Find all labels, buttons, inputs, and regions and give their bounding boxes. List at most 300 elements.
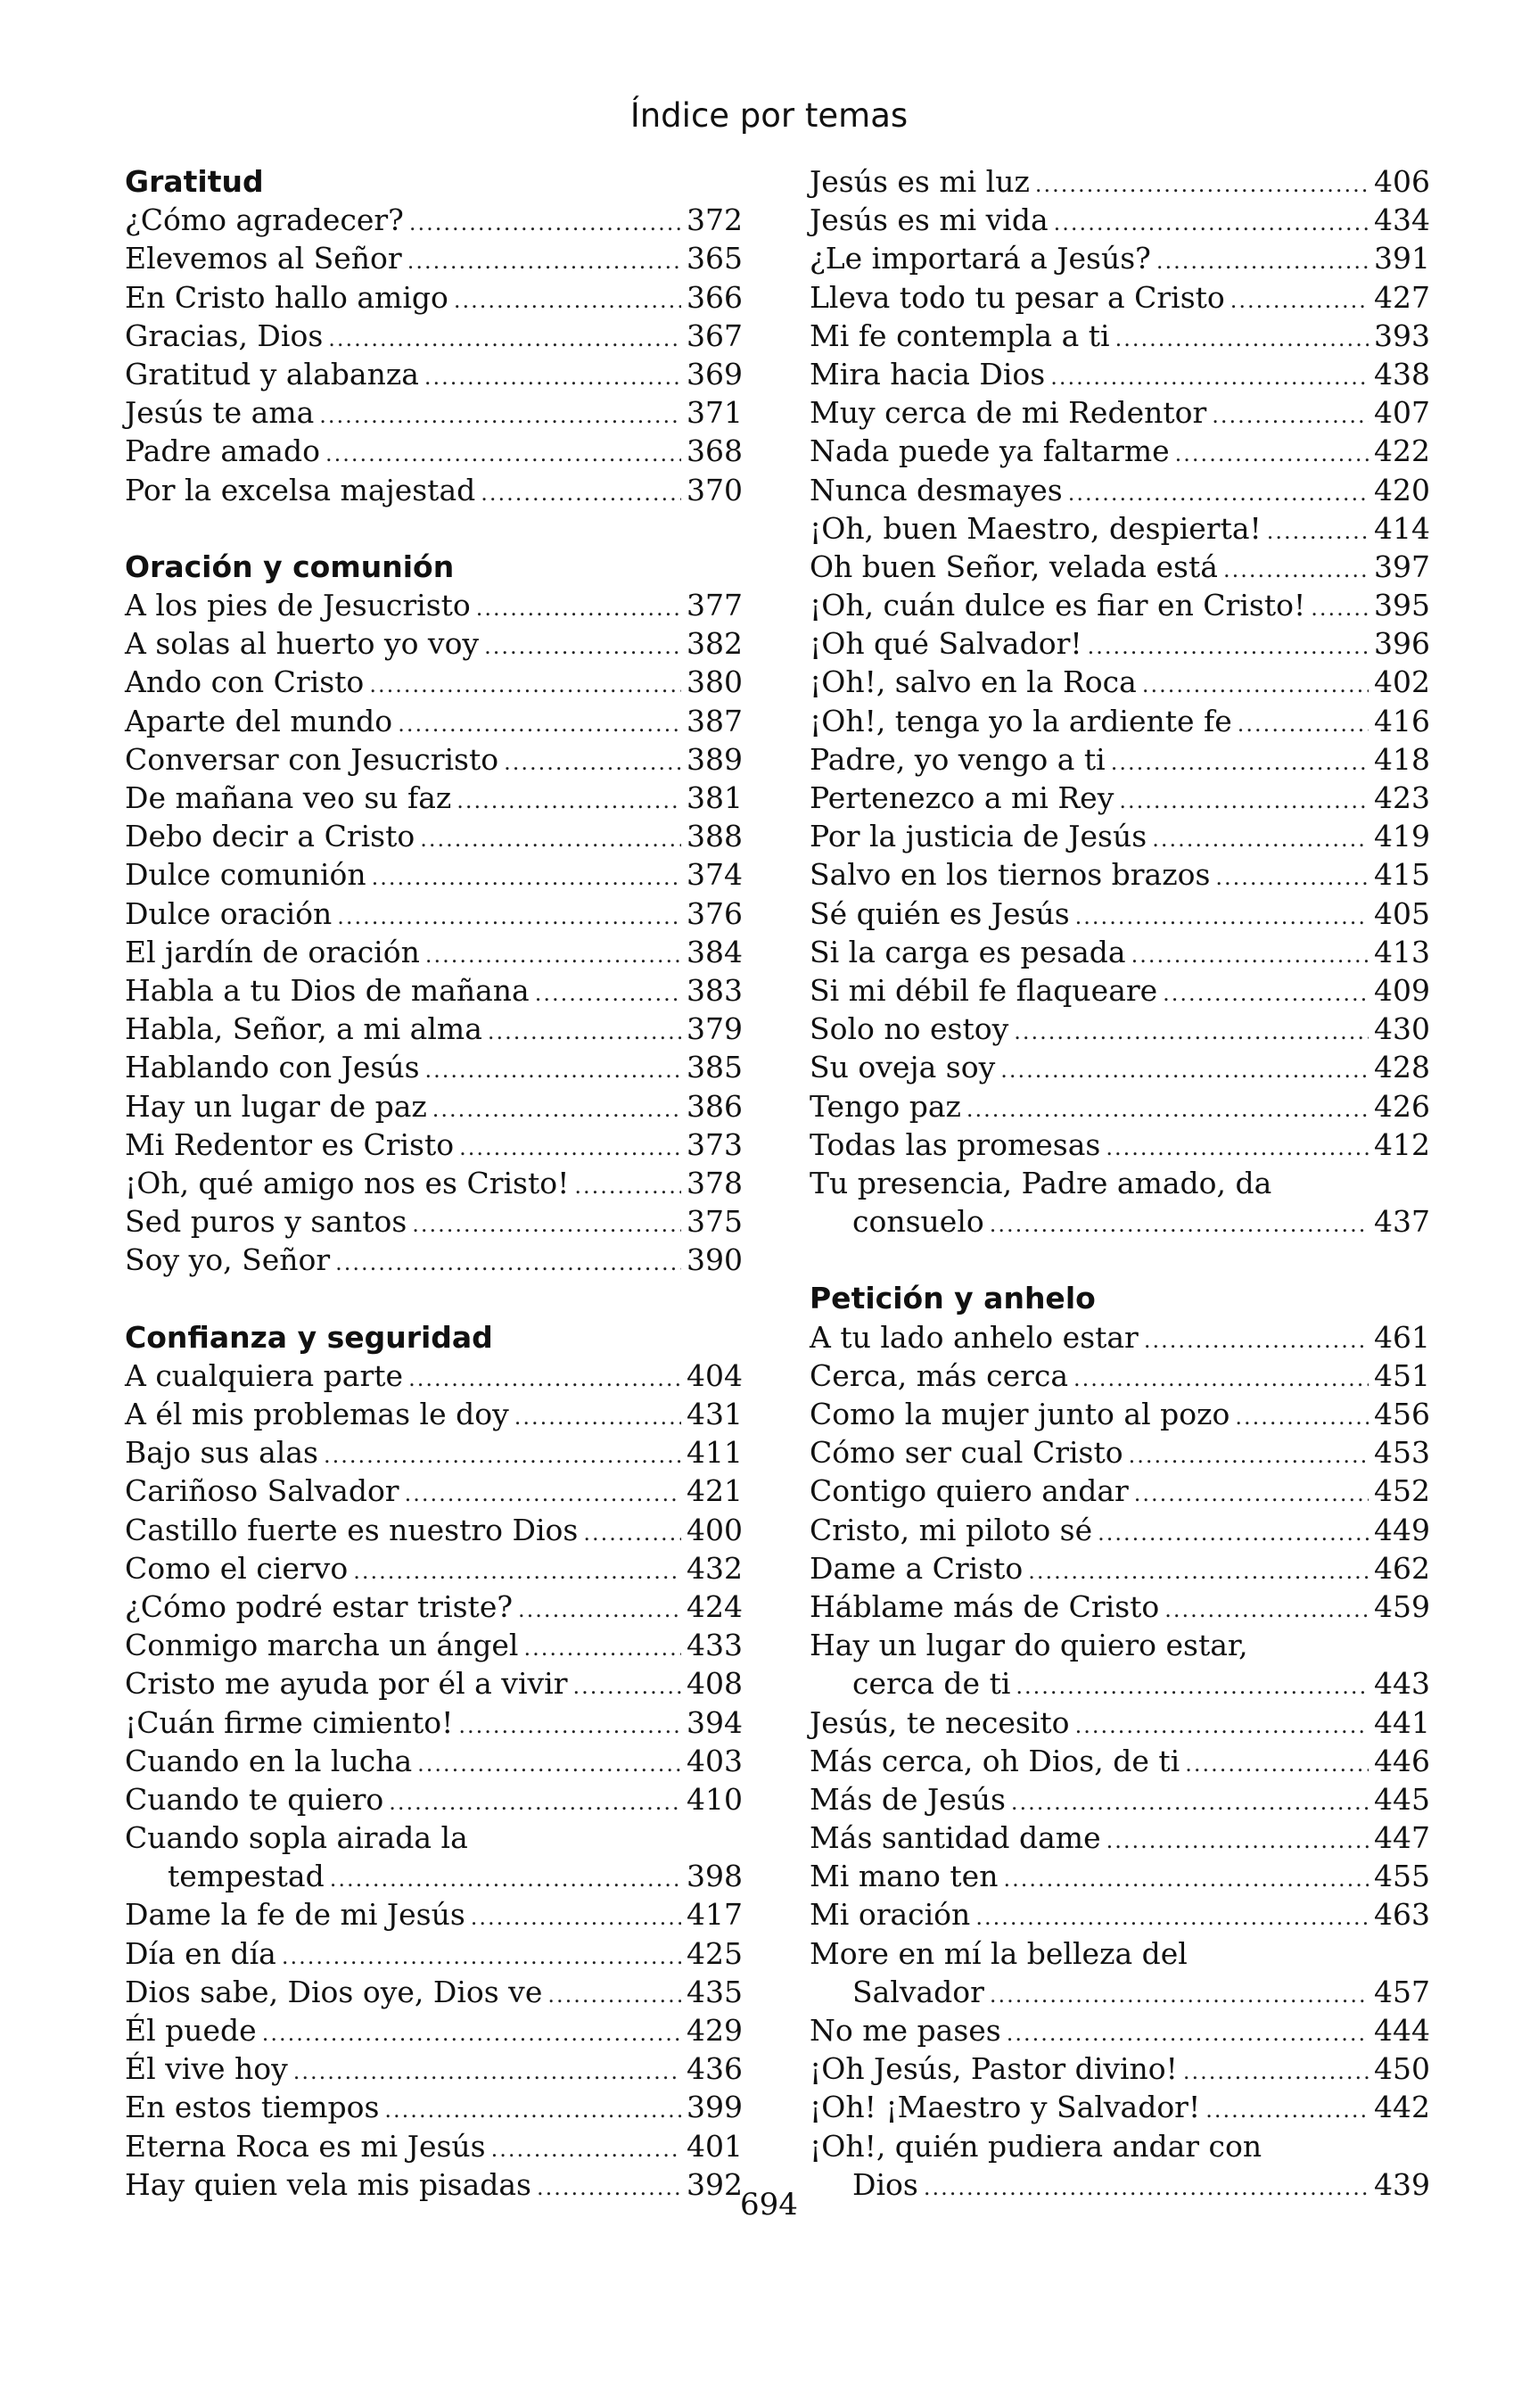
entry-hymn-number: 412 (1374, 1126, 1430, 1162)
index-entry (810, 1511, 1430, 1549)
dot-leader (1054, 204, 1369, 243)
entry-hymn-number: 452 (1374, 1473, 1430, 1509)
index-entry (125, 1934, 743, 1973)
entry-hymn-number: 407 (1374, 395, 1430, 431)
entry-title: consuelo (852, 1204, 984, 1240)
dot-leader (476, 590, 681, 628)
entry-hymn-number: 384 (687, 934, 743, 969)
index-entry (810, 1742, 1430, 1780)
dot-leader (1235, 1398, 1369, 1437)
entry-title: Cariñoso Salvador (125, 1473, 399, 1509)
dot-leader (425, 936, 681, 975)
index-entry (810, 663, 1430, 701)
index-entry (125, 1742, 743, 1780)
index-entry (125, 933, 743, 971)
entry-title: Lleva todo tu pesar a Cristo (810, 279, 1225, 315)
entry-title: ¡Oh qué Salvador! (810, 626, 1082, 662)
dot-leader (990, 1976, 1369, 2015)
dot-leader (389, 1784, 681, 1822)
index-entry (810, 509, 1430, 548)
entry-hymn-number: 461 (1374, 1319, 1430, 1355)
dot-leader (583, 1514, 681, 1553)
entry-hymn-number: 405 (1374, 895, 1430, 931)
entry-title: ¡Oh, buen Maestro, despierta! (810, 510, 1262, 546)
entry-hymn-number: 390 (687, 1242, 743, 1278)
entry-hymn-number: 427 (1374, 279, 1430, 315)
entry-title: Como la mujer junto al pozo (810, 1397, 1230, 1431)
dot-leader (1267, 513, 1369, 551)
entry-hymn-number: 392 (687, 2166, 743, 2202)
dot-leader (1068, 474, 1369, 513)
entry-title: Más de Jesús (810, 1781, 1006, 1817)
index-entry (125, 779, 743, 817)
entry-title: Dios sabe, Dios oye, Dios ve (125, 1974, 543, 2009)
entry-hymn-number: 434 (1374, 202, 1430, 238)
entry-title: Cristo, mi piloto sé (810, 1512, 1093, 1547)
index-entry (125, 1703, 743, 1742)
entry-title: A cualquiera parte (125, 1357, 404, 1393)
index-entry (810, 239, 1430, 277)
entry-title: En estos tiempos (125, 2090, 380, 2125)
index-entry (125, 1587, 743, 1626)
dot-leader (1183, 2053, 1369, 2091)
index-entry (125, 1472, 743, 1510)
entry-hymn-number: 432 (687, 1550, 743, 1586)
entry-title: A solas al huerto yo voy (125, 626, 480, 662)
section-heading: Oración y comunión (125, 548, 455, 584)
dot-leader (1115, 320, 1369, 359)
entry-hymn-number: 368 (687, 433, 743, 469)
entry-title: Habla, Señor, a mi alma (125, 1011, 482, 1047)
entry-hymn-number: 443 (1374, 1666, 1430, 1702)
entry-title: Debo decir a Cristo (125, 819, 415, 854)
dot-leader (1163, 975, 1369, 1013)
index-entry (810, 1549, 1430, 1587)
index-entry (125, 1895, 743, 1934)
entry-hymn-number: 404 (687, 1357, 743, 1393)
index-entry (125, 1395, 743, 1433)
entry-hymn-number: 457 (1374, 1974, 1430, 2009)
entry-hymn-number: 367 (687, 317, 743, 353)
entry-title: ¿Le importará a Jesús? (810, 241, 1151, 276)
dot-leader (325, 435, 681, 474)
index-entry (810, 779, 1430, 817)
entry-title: ¿Cómo podré estar triste? (125, 1588, 514, 1624)
dot-leader (1088, 628, 1369, 666)
entry-title: ¡Oh!, salvo en la Roca (810, 664, 1137, 700)
dot-leader (1003, 1860, 1369, 1899)
dot-leader (319, 397, 681, 435)
entry-title: Más santidad dame (810, 1820, 1101, 1856)
index-entry (125, 624, 743, 663)
dot-leader (1111, 744, 1369, 782)
dot-leader (328, 320, 681, 359)
dot-leader (966, 1091, 1369, 1129)
index-entry (125, 1164, 743, 1202)
index-entry (810, 1126, 1430, 1164)
entry-hymn-number: 444 (1374, 2013, 1430, 2048)
entry-hymn-number: 459 (1374, 1588, 1430, 1624)
dot-leader (535, 975, 681, 1013)
entry-title: Cuando te quiero (125, 1781, 384, 1817)
entry-hymn-number: 387 (687, 703, 743, 738)
dot-leader (420, 821, 681, 859)
dot-leader (574, 1167, 681, 1206)
entry-hymn-number: 409 (1374, 972, 1430, 1008)
entry-hymn-number: 422 (1374, 433, 1430, 469)
entry-hymn-number: 370 (687, 472, 743, 507)
entry-hymn-number: 451 (1374, 1357, 1430, 1393)
entry-title-first-line: Hay un lugar do quiero estar, (810, 1628, 1248, 1663)
index-entry (810, 1895, 1430, 1934)
index-entry (125, 1780, 743, 1818)
dot-leader (459, 1129, 681, 1167)
entry-title: ¡Oh Jesús, Pastor divino! (810, 2051, 1178, 2087)
entry-hymn-number: 372 (687, 202, 743, 238)
index-entry (125, 1433, 743, 1472)
entry-title: Mi fe contempla a ti (810, 317, 1110, 353)
entry-title: Jesús es mi luz (810, 164, 1030, 199)
dot-leader (369, 666, 681, 705)
entry-title: Hay quien vela mis pisadas (125, 2166, 531, 2202)
entry-title: Nada puede ya faltarme (810, 433, 1170, 469)
dot-leader (1175, 435, 1369, 474)
entry-title: Mi mano ten (810, 1859, 999, 1894)
index-entry (125, 2127, 743, 2165)
index-entry (125, 1241, 743, 1279)
entry-hymn-number: 417 (687, 1897, 743, 1933)
entry-title: ¡Oh, cuán dulce es fiar en Cristo! (810, 588, 1306, 623)
index-entry (125, 432, 743, 470)
index-entry (810, 1357, 1430, 1395)
index-section (125, 548, 743, 1280)
index-entry (810, 933, 1430, 971)
dot-leader (1014, 1013, 1369, 1051)
entry-title: Nunca desmayes (810, 472, 1063, 507)
entry-hymn-number: 423 (1374, 780, 1430, 815)
entry-title: A los pies de Jesucristo (125, 588, 471, 623)
dot-leader (1050, 359, 1369, 397)
entry-title: Cómo ser cual Cristo (810, 1435, 1123, 1471)
entry-hymn-number: 399 (687, 2090, 743, 2125)
entry-title: Gratitud y alabanza (125, 356, 419, 392)
index-entry (125, 1087, 743, 1126)
index-entry (810, 1703, 1430, 1742)
entry-title: Mi Redentor es Cristo (125, 1126, 455, 1162)
entry-title: Dulce oración (125, 895, 333, 931)
index-entry (125, 1626, 743, 1664)
index-entry (125, 317, 743, 355)
entry-hymn-number: 376 (687, 895, 743, 931)
index-entry (810, 971, 1430, 1010)
entry-title: Dame la fe de mi Jesús (125, 1897, 465, 1933)
entry-hymn-number: 413 (1374, 934, 1430, 969)
dot-leader (384, 2091, 681, 2130)
entry-title: cerca de ti (852, 1666, 1011, 1702)
index-section (125, 162, 743, 509)
dot-leader (456, 782, 681, 821)
entry-hymn-number: 438 (1374, 356, 1430, 392)
dot-leader (324, 1437, 681, 1475)
index-entry (810, 1318, 1430, 1357)
index-entry (810, 2049, 1430, 2088)
dot-leader (1164, 1591, 1369, 1629)
entry-hymn-number: 455 (1374, 1859, 1430, 1894)
index-section (125, 1318, 743, 2204)
dot-leader (432, 1091, 681, 1129)
entry-title: Contigo quiero andar (810, 1473, 1129, 1509)
section-heading: Petición y anhelo (810, 1281, 1096, 1316)
entry-title: Como el ciervo (125, 1550, 349, 1586)
entry-hymn-number: 379 (687, 1011, 743, 1047)
index-entry (125, 895, 743, 933)
entry-title: Conmigo marcha un ángel (125, 1628, 519, 1663)
dot-leader (481, 474, 681, 513)
dot-leader (454, 282, 681, 320)
entry-title: Él puede (125, 2013, 257, 2048)
entry-hymn-number: 386 (687, 1088, 743, 1124)
entry-title: Habla a tu Dios de mañana (125, 972, 530, 1008)
entry-hymn-number: 439 (1374, 2166, 1430, 2202)
page-title: Índice por temas (629, 96, 909, 135)
entry-hymn-number: 401 (687, 2128, 743, 2164)
index-entry (810, 1857, 1430, 1895)
dot-leader (282, 1938, 681, 1976)
dot-leader (330, 1860, 681, 1899)
entry-hymn-number: 393 (1374, 317, 1430, 353)
entry-title: Más cerca, oh Dios, de ti (810, 1743, 1180, 1778)
entry-hymn-number: 437 (1374, 1204, 1430, 1240)
entry-hymn-number: 408 (687, 1666, 743, 1702)
index-column-right (810, 162, 1430, 2204)
entry-title: Padre, yo vengo a ti (810, 741, 1106, 777)
index-entry (810, 278, 1430, 317)
index-entry (810, 895, 1430, 933)
section-heading: Gratitud (125, 164, 264, 199)
entry-hymn-number: 396 (1374, 626, 1430, 662)
entry-title: Hablando con Jesús (125, 1050, 420, 1085)
entry-title: Muy cerca de mi Redentor (810, 395, 1207, 431)
index-entry (125, 1202, 743, 1241)
dot-leader (1205, 2091, 1369, 2130)
entry-title: Ando con Cristo (125, 664, 365, 700)
entry-hymn-number: 398 (687, 1859, 743, 1894)
entry-title: Tengo paz (810, 1088, 961, 1124)
index-entry (125, 393, 743, 432)
index-entry (125, 239, 743, 277)
index-entry (810, 1010, 1430, 1048)
dot-leader (504, 744, 681, 782)
dot-leader (491, 2131, 681, 2169)
index-entry (810, 855, 1430, 894)
dot-leader (1185, 1745, 1369, 1784)
entry-hymn-number: 445 (1374, 1781, 1430, 1817)
index-entry (125, 1857, 743, 1895)
entry-hymn-number: 397 (1374, 548, 1430, 584)
entry-hymn-number: 419 (1374, 819, 1430, 854)
entry-hymn-number: 449 (1374, 1512, 1430, 1547)
entry-hymn-number: 421 (687, 1473, 743, 1509)
entry-title: Salvo en los tiernos brazos (810, 857, 1211, 893)
entry-hymn-number: 453 (1374, 1435, 1430, 1471)
entry-title: Salvador (852, 1974, 984, 2009)
entry-hymn-number: 394 (687, 1704, 743, 1740)
entry-title: Elevemos al Señor (125, 241, 402, 276)
dot-leader (425, 1051, 681, 1090)
entry-hymn-number: 446 (1374, 1743, 1430, 1778)
index-entry (125, 971, 743, 1010)
index-entry (125, 1048, 743, 1086)
entry-title: ¡Oh!, tenga yo la ardiente fe (810, 703, 1232, 738)
entry-title: Si la carga es pesada (810, 934, 1126, 969)
entry-hymn-number: 388 (687, 819, 743, 854)
index-entry (810, 393, 1430, 432)
dot-leader (1011, 1784, 1369, 1822)
dot-leader (1073, 1360, 1369, 1398)
dot-leader (1129, 1437, 1369, 1475)
dot-leader (1007, 2015, 1369, 2053)
entry-title: Por la excelsa majestad (125, 472, 476, 507)
entry-hymn-number: 456 (1374, 1397, 1430, 1431)
index-entry (810, 317, 1430, 355)
entry-title: A tu lado anhelo estar (810, 1319, 1139, 1355)
entry-title: Él vive hoy (125, 2051, 288, 2087)
dot-leader (1016, 1668, 1369, 1706)
entry-title: Todas las promesas (810, 1126, 1101, 1162)
index-section (810, 162, 1430, 1241)
entry-hymn-number: 447 (1374, 1820, 1430, 1856)
entry-title: No me pases (810, 2013, 1001, 2048)
entry-title: Conversar con Jesucristo (125, 741, 499, 777)
entry-hymn-number: 462 (1374, 1550, 1430, 1586)
dot-leader (1215, 859, 1369, 897)
entry-hymn-number: 418 (1374, 741, 1430, 777)
index-entry (810, 702, 1430, 740)
dot-leader (407, 243, 681, 281)
entry-title: Solo no estoy (810, 1011, 1009, 1047)
index-entry (810, 1048, 1430, 1086)
index-entry (810, 471, 1430, 509)
entry-title: ¡Oh! ¡Maestro y Salvador! (810, 2090, 1201, 2125)
dot-leader (1144, 1322, 1369, 1360)
entry-hymn-number: 426 (1374, 1088, 1430, 1124)
entry-title: Eterna Roca es mi Jesús (125, 2128, 486, 2164)
index-entry (810, 624, 1430, 663)
index-entry (125, 201, 743, 239)
dot-leader (518, 1591, 681, 1629)
entry-title: Bajo sus alas (125, 1435, 318, 1471)
index-entry (810, 1202, 1430, 1241)
entry-title: Sé quién es Jesús (810, 895, 1070, 931)
entry-title: Jesús te ama (125, 395, 315, 431)
dot-leader (523, 1629, 681, 1668)
entry-title: ¿Cómo agradecer? (125, 202, 404, 238)
entry-title: Jesús, te necesito (810, 1704, 1070, 1740)
dot-leader (1311, 590, 1369, 628)
index-entry (125, 1664, 743, 1703)
entry-title: Si mi débil fe flaqueare (810, 972, 1158, 1008)
entry-hymn-number: 381 (687, 780, 743, 815)
entry-title: A él mis problemas le doy (125, 1397, 509, 1431)
dot-leader (417, 1745, 681, 1784)
index-entry (810, 1472, 1430, 1510)
index-entry (810, 201, 1430, 239)
entry-hymn-number: 416 (1374, 703, 1430, 738)
index-entry (810, 432, 1430, 470)
dot-leader (262, 2015, 681, 2053)
index-entry (810, 2088, 1430, 2126)
dot-leader (405, 1475, 681, 1513)
page-number: 694 (740, 2187, 798, 2222)
dot-leader (975, 1899, 1369, 1937)
entry-title: Dios (852, 2166, 918, 2202)
index-entry (125, 2011, 743, 2049)
index-entry (810, 1587, 1430, 1626)
dot-leader (1230, 282, 1369, 320)
entry-hymn-number: 373 (687, 1126, 743, 1162)
index-entry (125, 586, 743, 624)
dot-leader (353, 1553, 681, 1591)
entry-title: De mañana veo su faz (125, 780, 452, 815)
entry-hymn-number: 389 (687, 741, 743, 777)
entry-title: Dame a Cristo (810, 1550, 1024, 1586)
dot-leader (1152, 821, 1369, 859)
dot-leader (547, 1976, 681, 2015)
index-entry (810, 2011, 1430, 2049)
entry-hymn-number: 371 (687, 395, 743, 431)
dot-leader (424, 359, 681, 397)
dot-leader (1000, 1051, 1369, 1090)
entry-hymn-number: 410 (687, 1781, 743, 1817)
entry-hymn-number: 375 (687, 1204, 743, 1240)
entry-title: Oh buen Señor, velada está (810, 548, 1218, 584)
dot-leader (1223, 551, 1369, 590)
section-heading: Confianza y seguridad (125, 1319, 493, 1355)
dot-leader (398, 705, 681, 744)
entry-title-first-line: Tu presencia, Padre amado, da (810, 1165, 1272, 1200)
dot-leader (335, 1244, 681, 1282)
entry-title: Háblame más de Cristo (810, 1588, 1160, 1624)
index-entry (125, 278, 743, 317)
index-entry (810, 355, 1430, 393)
entry-hymn-number: 415 (1374, 857, 1430, 893)
dot-leader (1075, 1707, 1369, 1745)
dot-leader (471, 1899, 681, 1937)
entry-hymn-number: 425 (687, 1935, 743, 1971)
index-entry (810, 1780, 1430, 1818)
index-section (810, 1279, 1430, 2204)
index-entry (810, 740, 1430, 779)
entry-title: Aparte del mundo (125, 703, 393, 738)
entry-hymn-number: 420 (1374, 472, 1430, 507)
entry-hymn-number: 411 (687, 1435, 743, 1471)
dot-leader (1106, 1822, 1369, 1860)
entry-hymn-number: 450 (1374, 2051, 1430, 2087)
entry-title: Castillo fuerte es nuestro Dios (125, 1512, 579, 1547)
entry-hymn-number: 463 (1374, 1897, 1430, 1933)
entry-title: Soy yo, Señor (125, 1242, 331, 1278)
entry-title: En Cristo hallo amigo (125, 279, 448, 315)
entry-title: Su oveja soy (810, 1050, 996, 1085)
entry-hymn-number: 441 (1374, 1704, 1430, 1740)
entry-hymn-number: 402 (1374, 664, 1430, 700)
index-entry (810, 817, 1430, 855)
entry-title: Dulce comunión (125, 857, 366, 893)
index-entry (810, 1433, 1430, 1472)
index-entry (125, 855, 743, 894)
dot-leader (408, 1360, 681, 1398)
entry-hymn-number: 383 (687, 972, 743, 1008)
